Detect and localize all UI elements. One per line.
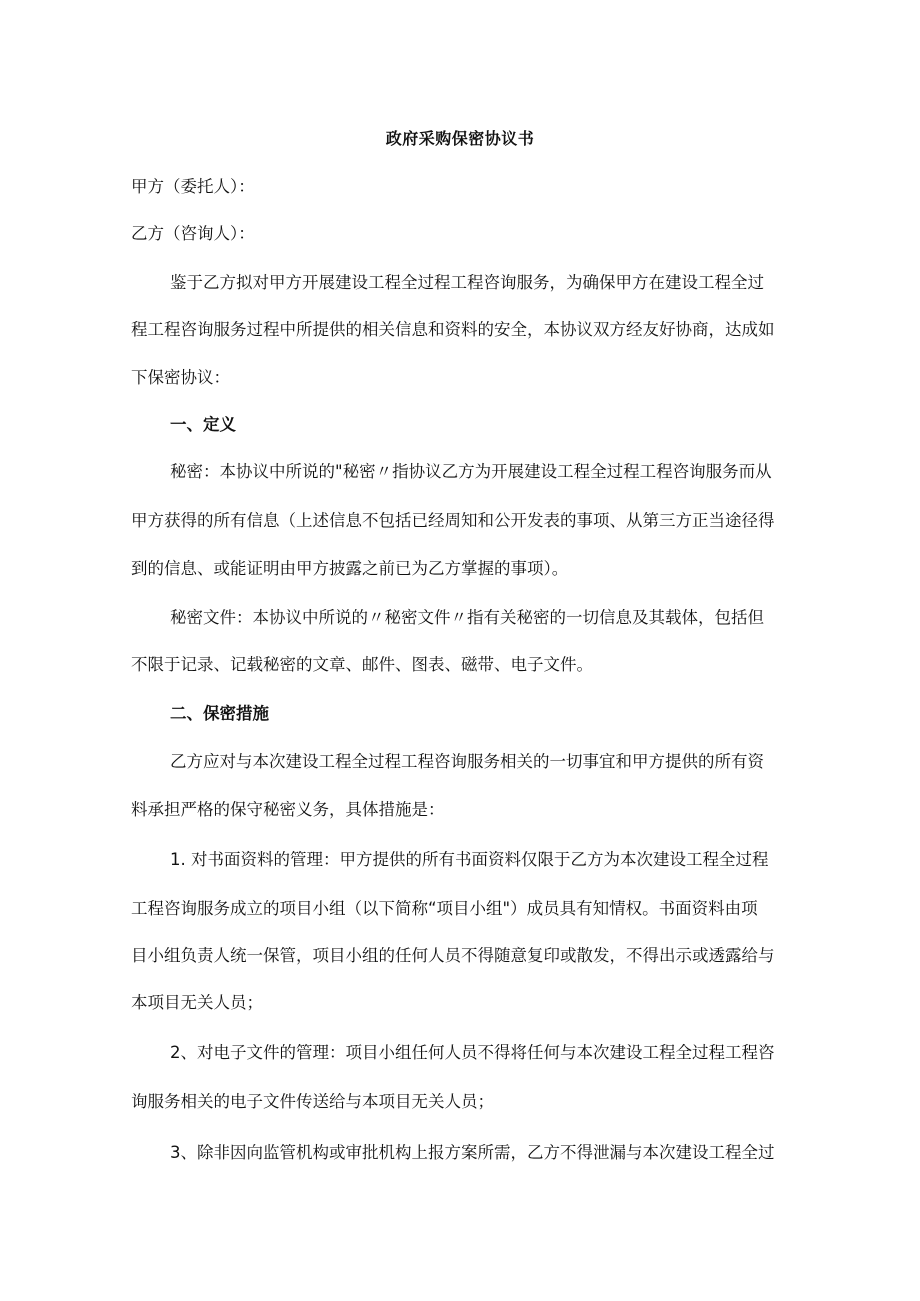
secret-definition-line: 秘密：本协议中所说的"秘密〃指协议乙方为开展建设工程全过程工程咨询服务而从 (170, 462, 772, 481)
measures-intro-line: 乙方应对与本次建设工程全过程工程咨询服务相关的一切事宜和甲方提供的所有资 (170, 752, 764, 771)
section-heading-definitions: 一、定义 (170, 415, 236, 434)
section-heading-measures: 二、保密措施 (170, 704, 269, 723)
item1-line: 1. 对书面资料的管理：甲方提供的所有书面资料仅限于乙方为本次建设工程全过程 (170, 850, 769, 869)
party-b-label: 乙方（咨询人）： (131, 224, 255, 243)
secret-definition-line: 到的信息、或能证明由甲方披露之前已为乙方掌握的事项）。 (131, 559, 569, 578)
item3-line: 3、除非因向监管机构或审批机构上报方案所需，乙方不得泄漏与本次建设工程全过 (170, 1143, 775, 1162)
item1-line: 目小组负责人统一保管，项目小组的任何人员不得随意复印或散发，不得出示或透露给与 (131, 946, 775, 965)
secret-file-definition-line: 不限于记录、记载秘密的文章、邮件、图表、磁带、电子文件。 (131, 655, 593, 674)
measures-intro-line: 料承担严格的保守秘密义务，具体措施是： (131, 800, 445, 819)
item2-line: 询服务相关的电子文件传送给与本项目无关人员； (131, 1092, 494, 1111)
secret-file-definition-line: 秘密文件：本协议中所说的〃秘密文件〃指有关秘密的一切信息及其载体，包括但 (170, 608, 764, 627)
intro-line: 下保密协议： (131, 368, 230, 387)
item2-line: 2、对电子文件的管理：项目小组任何人员不得将任何与本次建设工程全过程工程咨 (170, 1043, 775, 1062)
intro-line: 鉴于乙方拟对甲方开展建设工程全过程工程咨询服务，为确保甲方在建设工程全过 (170, 273, 764, 292)
secret-definition-line: 甲方获得的所有信息（上述信息不包括已经周知和公开发表的事项、从第三方正当途径得 (131, 511, 775, 530)
page-title: 政府采购保密协议书 (385, 129, 535, 148)
item1-line: 本项目无关人员； (131, 993, 263, 1012)
item1-line: 工程咨询服务成立的项目小组（以下简称“项目小组"）成员具有知情权。书面资料由项 (131, 899, 758, 918)
intro-line: 程工程咨询服务过程中所提供的相关信息和资料的安全，本协议双方经友好协商，达成如 (131, 320, 775, 339)
party-a-label: 甲方（委托人）： (131, 177, 255, 196)
